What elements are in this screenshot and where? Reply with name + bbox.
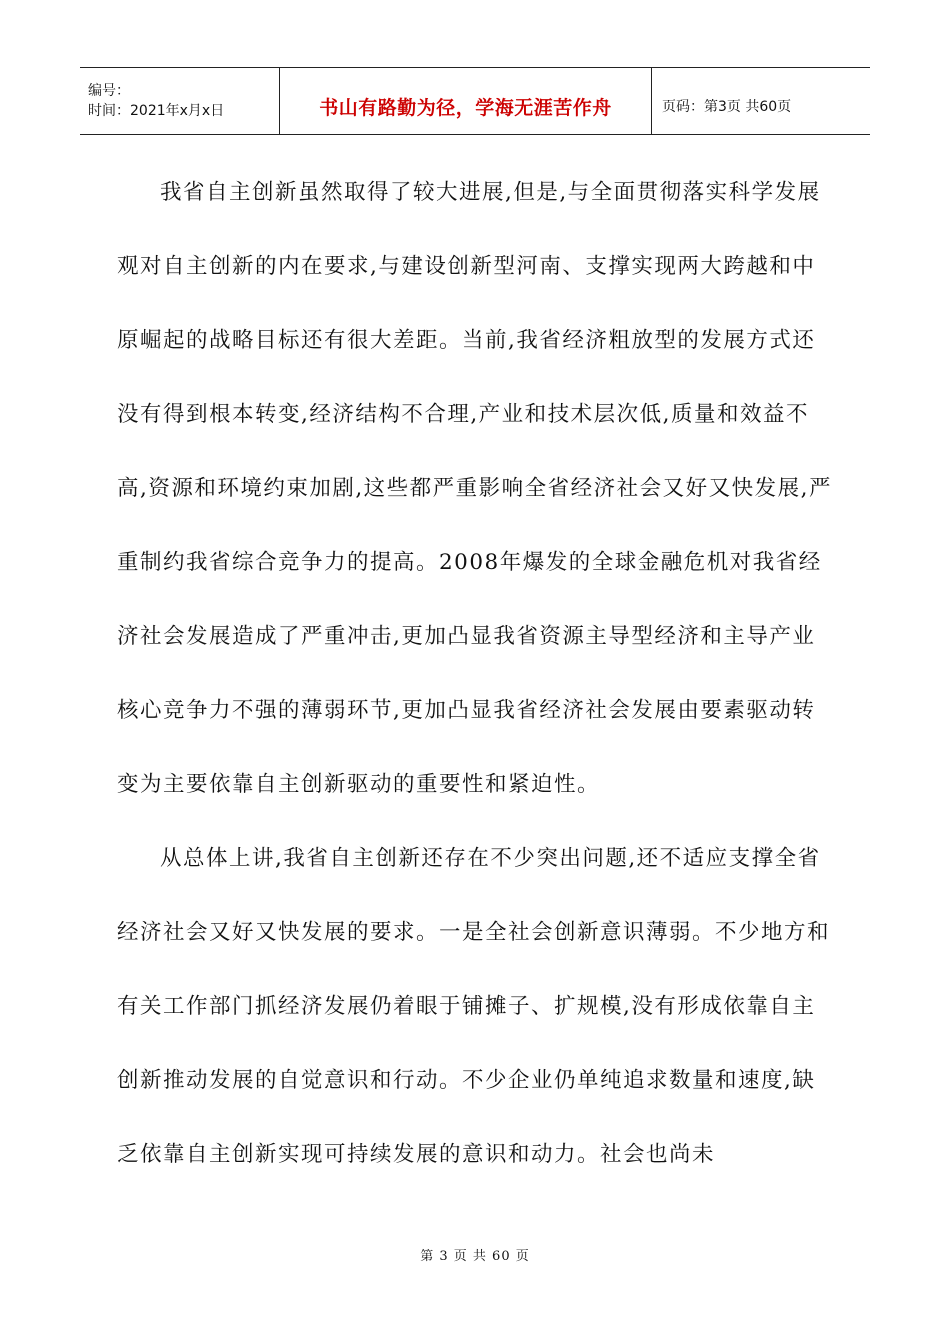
body-paragraph: 我省自主创新虽然取得了较大进展,但是,与全面贯彻落实科学发展观对自主创新的内在要求,与建设创新型河南、支撑实现两大跨越和中原崛起的战略目标还有很大差距。当前,我省经济粗放型的发展方式还没有得到根本转变,经济结构不合理,产业和技术层次低,质量和效益不高,资源和环境约束加剧,这些都严重影响全省经济社会又好又快发展,严重制约我省综合竞争力的提高。2008年爆发的全球金融危机对我省经济社会发展造成了严重冲击,更加凸显我省资源主导型经济和主导产业核心竞争力不强的薄弱环节,更加凸显我省经济社会发展由要素驱动转变为主要依靠自主创新驱动的重要性和紧迫性。 <box>117 180 833 797</box>
page-footer: 第 3 页 共 60 页 <box>420 1249 530 1264</box>
body-paragraph: 从总体上讲,我省自主创新还存在不少突出问题,还不适应支撑全省经济社会又好又快发展的要求。一是全社会创新意识薄弱。不少地方和有关工作部门抓经济发展仍着眼于铺摊子、扩规模,没有形成依靠自主创新推动发展的自觉意识和行动。不少企业仍单纯追求数量和速度,缺乏依靠自主创新实现可持续发展的意识和动力。社会也尚未 <box>117 846 831 1167</box>
header-page-info: 页码：第3页 共60页 <box>662 99 792 115</box>
header-motto-cell <box>280 68 652 134</box>
header-motto: 书山有路勤为径，学海无涯苦作舟 <box>319 96 612 119</box>
document-number-label: 编号： <box>88 83 130 99</box>
document-header <box>80 67 870 135</box>
header-page-cell <box>652 68 870 134</box>
document-body <box>117 156 837 1192</box>
document-time-label: 时间：2021年x月x日 <box>88 103 225 119</box>
header-meta-cell <box>80 68 280 134</box>
